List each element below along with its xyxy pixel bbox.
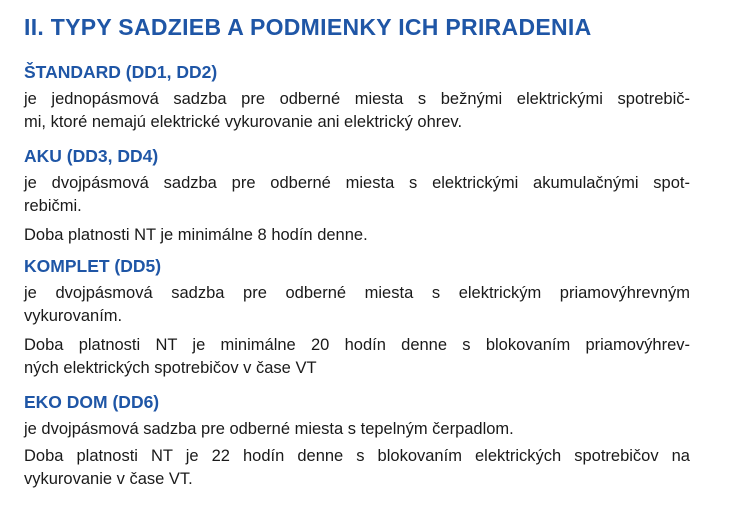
section-note-aku (24, 224, 690, 247)
section-text-standard (24, 88, 690, 134)
text-line: rebičmi. (24, 197, 82, 215)
text-line: je jednopásmová sadzba pre odberné miesta s bežnými elektrickými spotrebič- (24, 90, 690, 108)
text-line: ných elektrických spotrebičov v čase VT (24, 359, 317, 377)
section-note-komplet (24, 334, 690, 380)
section-heading-aku: AKU (DD3, DD4) (24, 146, 159, 166)
section-text-komplet (24, 282, 690, 328)
document-title: II. TYPY SADZIEB A PODMIENKY ICH PRIRADENIA (24, 14, 592, 40)
text-line: mi, ktoré nemajú elektrické vykurovanie ani elektrický ohrev. (24, 113, 463, 131)
text-line: je dvojpásmová sadzba pre odberné miesta s tepelným čerpadlom. (24, 420, 514, 438)
text-line: Doba platnosti NT je minimálne 8 hodín denne. (24, 226, 368, 244)
section-heading-komplet: KOMPLET (DD5) (24, 256, 162, 276)
text-line: Doba platnosti NT je minimálne 20 hodín denne s blokovaním priamovýhrev- (24, 336, 690, 354)
text-line: vykurovanie v čase VT. (24, 470, 193, 488)
section-text-aku (24, 172, 690, 218)
section-heading-standard: ŠTANDARD (DD1, DD2) (24, 62, 218, 82)
section-text-eko-dom (24, 418, 690, 441)
text-line: je dvojpásmová sadzba pre odberné miesta s elektrickým priamovýhrevným (24, 284, 690, 302)
section-heading-eko-dom: EKO DOM (DD6) (24, 392, 160, 412)
text-line: Doba platnosti NT je 22 hodín denne s blokovaním elektrických spotrebičov na (24, 447, 690, 465)
text-line: je dvojpásmová sadzba pre odberné miesta s elektrickými akumulačnými spot- (24, 174, 690, 192)
text-line: vykurovaním. (24, 307, 123, 325)
section-note-eko-dom (24, 445, 690, 491)
